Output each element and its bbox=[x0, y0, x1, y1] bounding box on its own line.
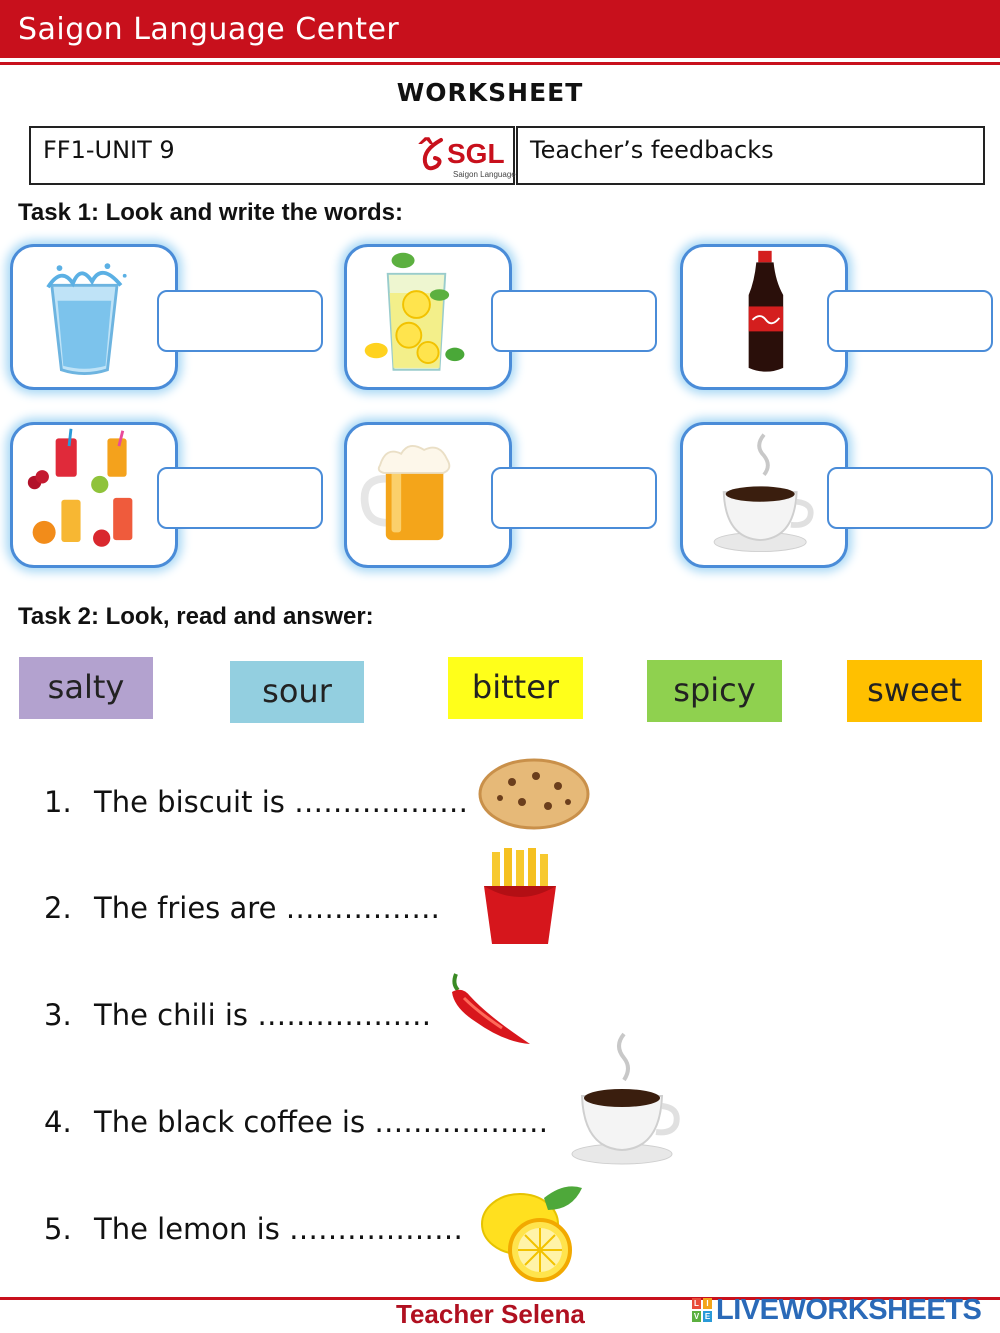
card-coffee bbox=[680, 422, 848, 568]
teacher-name: Teacher Selena bbox=[396, 1299, 585, 1329]
word-chip-spicy[interactable] bbox=[647, 660, 782, 722]
word-chip-salty[interactable] bbox=[19, 657, 153, 719]
liveworksheets-wordmark: LIVEWORKSHEETS bbox=[716, 1294, 982, 1326]
unit-label: FF1-UNIT 9 bbox=[43, 136, 175, 164]
question-5[interactable] bbox=[44, 1212, 463, 1246]
question-number: 5. bbox=[44, 1212, 72, 1246]
header-rule bbox=[0, 62, 1000, 65]
worksheet-title: WORKSHEET bbox=[396, 78, 584, 107]
sgl-word: SGL bbox=[447, 138, 505, 169]
chip-label: spicy bbox=[673, 671, 756, 709]
card-water bbox=[10, 244, 178, 390]
card-juices bbox=[10, 422, 178, 568]
word-chip-sweet[interactable] bbox=[847, 660, 982, 722]
sgl-swirl-icon bbox=[417, 132, 449, 176]
question-text: The lemon is ……………… bbox=[94, 1212, 464, 1246]
cola-bottle-icon bbox=[683, 247, 845, 387]
sgl-subtitle: Saigon Language bbox=[453, 170, 516, 179]
question-text: The black coffee is ……………… bbox=[94, 1105, 549, 1139]
card-beer bbox=[344, 422, 512, 568]
chip-label: bitter bbox=[471, 668, 560, 706]
liveworksheets-grid-icon: L I V E bbox=[693, 1299, 711, 1321]
sgl-logo bbox=[417, 132, 516, 180]
answer-box-5[interactable] bbox=[491, 467, 657, 529]
biscuit-icon bbox=[476, 752, 592, 832]
feedback-cell[interactable] bbox=[516, 126, 985, 185]
answer-box-2[interactable] bbox=[491, 290, 657, 352]
question-3[interactable] bbox=[44, 998, 431, 1032]
unit-cell bbox=[29, 126, 515, 185]
sgl-mark-icon: ˆ bbox=[417, 132, 431, 176]
task2-title: Task 2: Look, read and answer: bbox=[18, 603, 374, 630]
feedback-label: Teacher’s feedbacks bbox=[530, 136, 774, 164]
answer-box-4[interactable] bbox=[157, 467, 323, 529]
question-number: 4. bbox=[44, 1105, 72, 1139]
question-number: 1. bbox=[44, 785, 72, 819]
coffee-cup-icon bbox=[683, 425, 845, 565]
question-4[interactable] bbox=[44, 1105, 548, 1139]
fruit-juices-icon bbox=[13, 425, 175, 565]
fries-icon bbox=[478, 846, 562, 946]
question-1[interactable] bbox=[44, 785, 468, 819]
beer-mug-icon bbox=[347, 425, 509, 565]
question-text: The fries are ……………. bbox=[94, 891, 440, 925]
word-chip-sour[interactable] bbox=[230, 661, 364, 723]
question-number: 3. bbox=[44, 998, 72, 1032]
chip-label: sweet bbox=[867, 671, 962, 709]
black-coffee-icon bbox=[566, 1030, 680, 1168]
chip-label: sour bbox=[262, 672, 332, 710]
question-text: The biscuit is ……………… bbox=[94, 785, 469, 819]
question-2[interactable] bbox=[44, 891, 440, 925]
water-glass-icon bbox=[13, 247, 175, 387]
question-number: 2. bbox=[44, 891, 72, 925]
lemonade-icon bbox=[347, 247, 509, 387]
answer-box-6[interactable] bbox=[827, 467, 993, 529]
answer-box-1[interactable] bbox=[157, 290, 323, 352]
card-lemonade bbox=[344, 244, 512, 390]
card-cola bbox=[680, 244, 848, 390]
header-bar bbox=[0, 0, 1000, 58]
center-title: Saigon Language Center bbox=[18, 12, 400, 47]
task1-title: Task 1: Look and write the words: bbox=[18, 199, 403, 226]
answer-box-3[interactable] bbox=[827, 290, 993, 352]
chip-label: salty bbox=[47, 668, 125, 706]
chili-icon bbox=[444, 970, 536, 1052]
word-chip-bitter[interactable] bbox=[448, 657, 583, 719]
question-text: The chili is ……………… bbox=[94, 998, 432, 1032]
liveworksheets-logo[interactable] bbox=[692, 1294, 992, 1328]
lemon-icon bbox=[478, 1180, 588, 1284]
